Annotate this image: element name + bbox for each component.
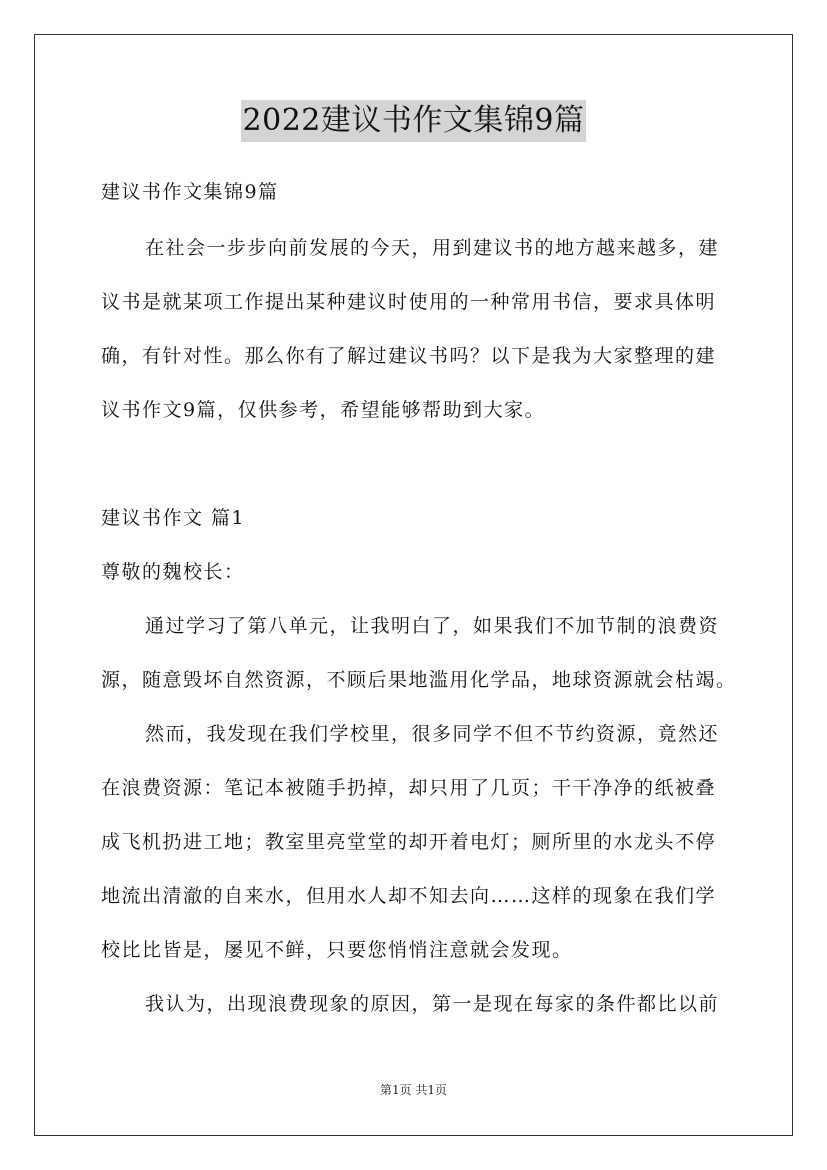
paragraph-line: 校比比皆是，屡见不鲜，只要您悄悄注意就会发现。 bbox=[101, 939, 573, 961]
paragraph-line: 在浪费资源：笔记本被随手扔掉，却只用了几页；干干净净的纸被叠 bbox=[101, 777, 717, 799]
document-title: 2022建议书作文集锦9篇 bbox=[241, 100, 587, 142]
intro-line: 在社会一步步向前发展的今天，用到建议书的地方越来越多，建 bbox=[145, 237, 720, 259]
intro-line: 议书作文9篇，仅供参考，希望能够帮助到大家。 bbox=[101, 399, 546, 421]
paragraph-line: 地流出清澈的自来水，但用水人却不知去向……这样的现象在我们学 bbox=[101, 885, 717, 907]
document-subtitle: 建议书作文集锦9篇 bbox=[101, 181, 279, 203]
title-container bbox=[0, 100, 827, 142]
page-footer: 第1页 共1页 bbox=[379, 1083, 448, 1097]
paragraph-line: 源，随意毁坏自然资源，不顾后果地滥用化学品，地球资源就会枯竭。 bbox=[101, 669, 737, 691]
paragraph-line: 通过学习了第八单元，让我明白了，如果我们不加节制的浪费资 bbox=[145, 615, 720, 637]
paragraph-line: 我认为，出现浪费现象的原因，第一是现在每家的条件都比以前 bbox=[145, 993, 720, 1015]
section-heading: 建议书作文 篇1 bbox=[101, 507, 246, 529]
paragraph-line: 然而，我发现在我们学校里，很多同学不但不节约资源，竟然还 bbox=[145, 723, 720, 745]
paragraph-line: 成飞机扔进工地；教室里亮堂堂的却开着电灯；厕所里的水龙头不停 bbox=[101, 831, 717, 853]
salutation: 尊敬的魏校长： bbox=[101, 561, 245, 583]
intro-line: 确，有针对性。那么你有了解过建议书吗？以下是我为大家整理的建 bbox=[101, 345, 717, 367]
intro-line: 议书是就某项工作提出某种建议时使用的一种常用书信，要求具体明 bbox=[101, 291, 717, 313]
